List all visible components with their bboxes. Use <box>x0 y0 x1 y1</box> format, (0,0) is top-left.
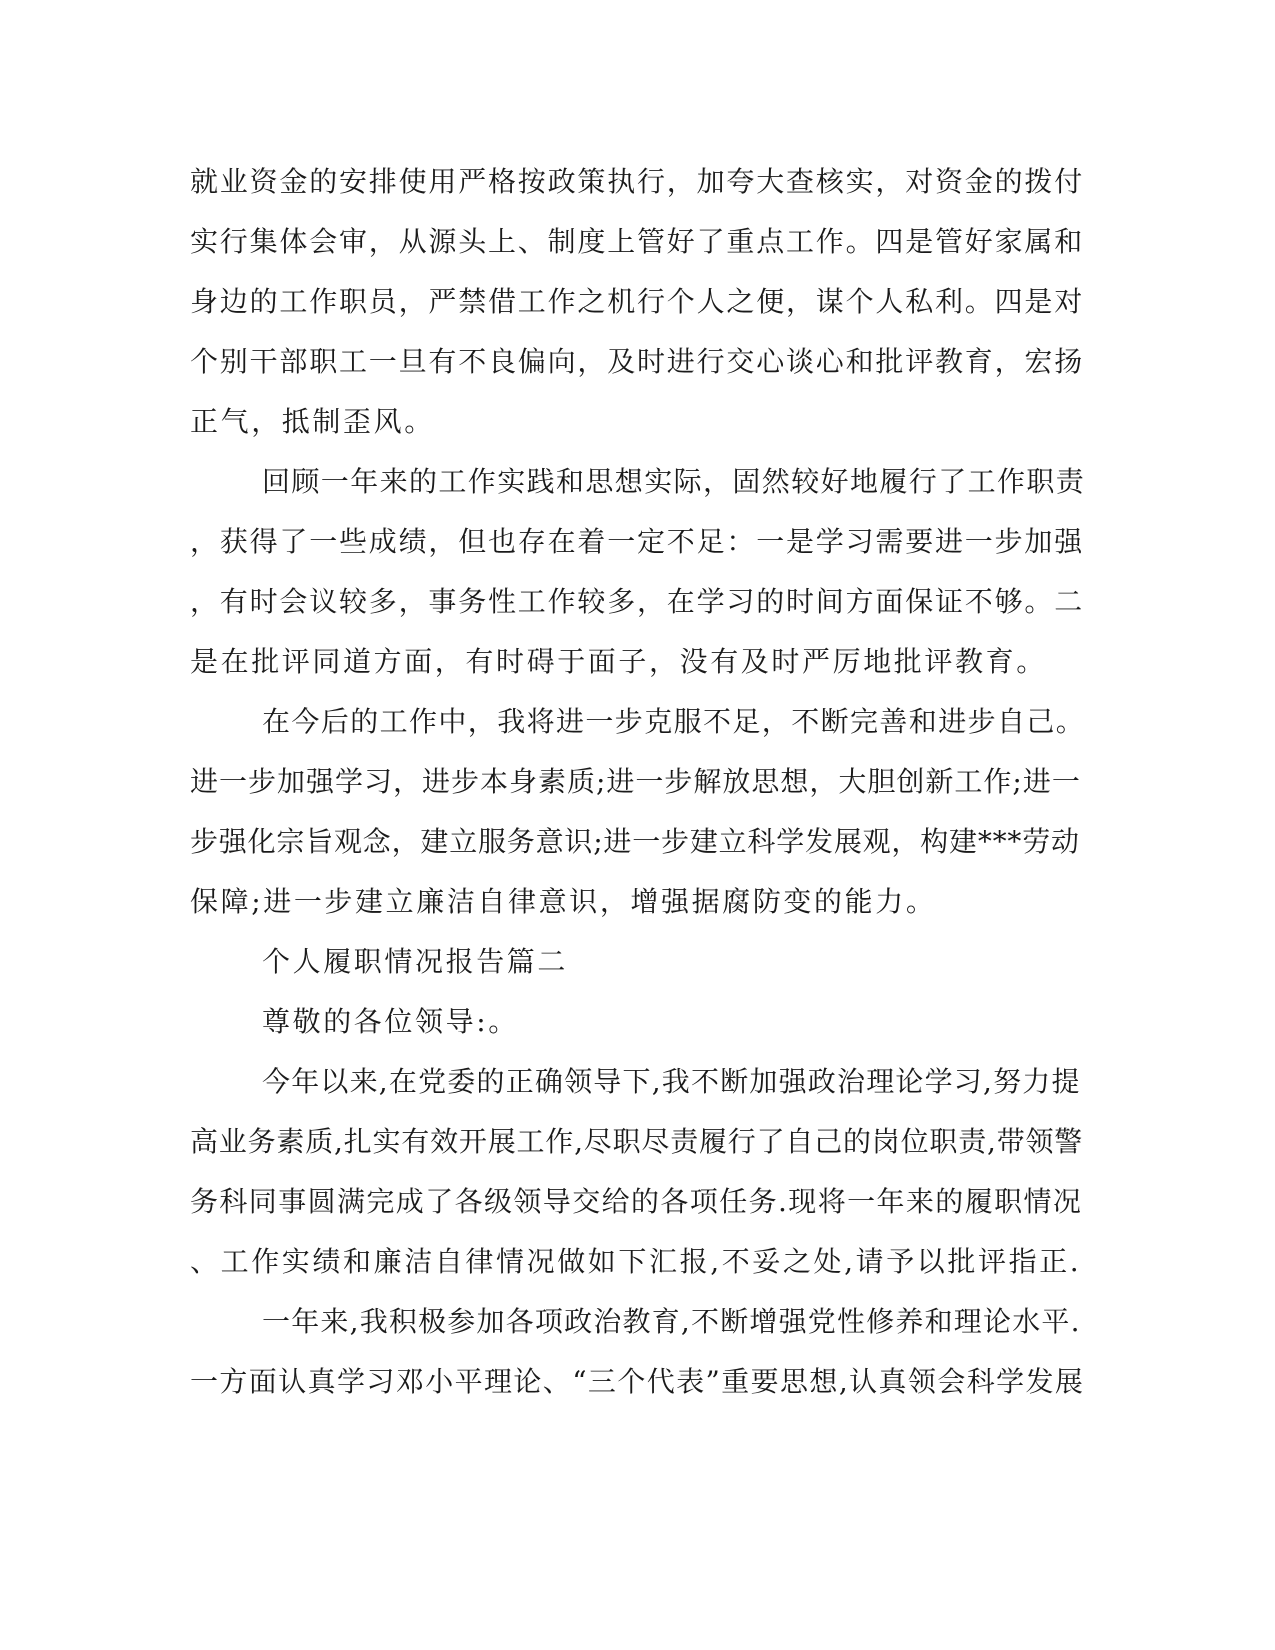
text-line: 务科同事圆满完成了各级领导交给的各项任务.现将一年来的履职情况 <box>190 1185 1083 1218</box>
text-line: 就业资金的安排使用严格按政策执行，加夸大查核实，对资金的拨付 <box>190 165 1085 198</box>
section-heading: 个人履职情况报告篇二 <box>262 945 569 978</box>
text-line: 、工作实绩和廉洁自律情况做如下汇报,不妥之处,请予以批评指正. <box>190 1245 1082 1278</box>
text-line: 进一步加强学习，进步本身素质;进一步解放思想，大胆创新工作;进一 <box>190 765 1081 798</box>
text-line: 身边的工作职员，严禁借工作之机行个人之便，谋个人私利。四是对 <box>190 285 1085 318</box>
text-line: 是在批评同道方面，有时碍于面子，没有及时严厉地批评教育。 <box>190 645 1047 678</box>
text-line: 一方面认真学习邓小平理论、“三个代表”重要思想,认真领会科学发展 <box>190 1365 1085 1398</box>
text-line: 高业务素质,扎实有效开展工作,尽职尽责履行了自己的岗位职责,带领警 <box>190 1125 1084 1158</box>
paragraph-first-line: 回顾一年来的工作实践和思想实际，固然较好地履行了工作职责 <box>262 465 1086 498</box>
text-line: 保障;进一步建立廉洁自律意识，增强据腐防变的能力。 <box>190 885 937 918</box>
text-line: ，有时会议较多，事务性工作较多，在学习的时间方面保证不够。二 <box>190 585 1085 618</box>
paragraph-first-line: 在今后的工作中，我将进一步克服不足，不断完善和进步自己。 <box>262 705 1086 738</box>
text-line: 实行集体会审，从源头上、制度上管好了重点工作。四是管好家属和 <box>190 225 1085 258</box>
text-line: ，获得了一些成绩，但也存在着一定不足：一是学习需要进一步加强 <box>190 525 1085 558</box>
salutation: 尊敬的各位领导:。 <box>262 1005 519 1038</box>
text-line: 正气，抵制歪风。 <box>190 405 435 438</box>
paragraph-first-line: 今年以来,在党委的正确领导下,我不断加强政治理论学习,努力提 <box>262 1065 1081 1098</box>
paragraph-first-line: 一年来,我积极参加各项政治教育,不断增强党性修养和理论水平. <box>262 1305 1081 1338</box>
text-line: 个别干部职工一旦有不良偏向，及时进行交心谈心和批评教育，宏扬 <box>190 345 1085 378</box>
text-line: 步强化宗旨观念，建立服务意识;进一步建立科学发展观，构建***劳动 <box>190 825 1080 858</box>
